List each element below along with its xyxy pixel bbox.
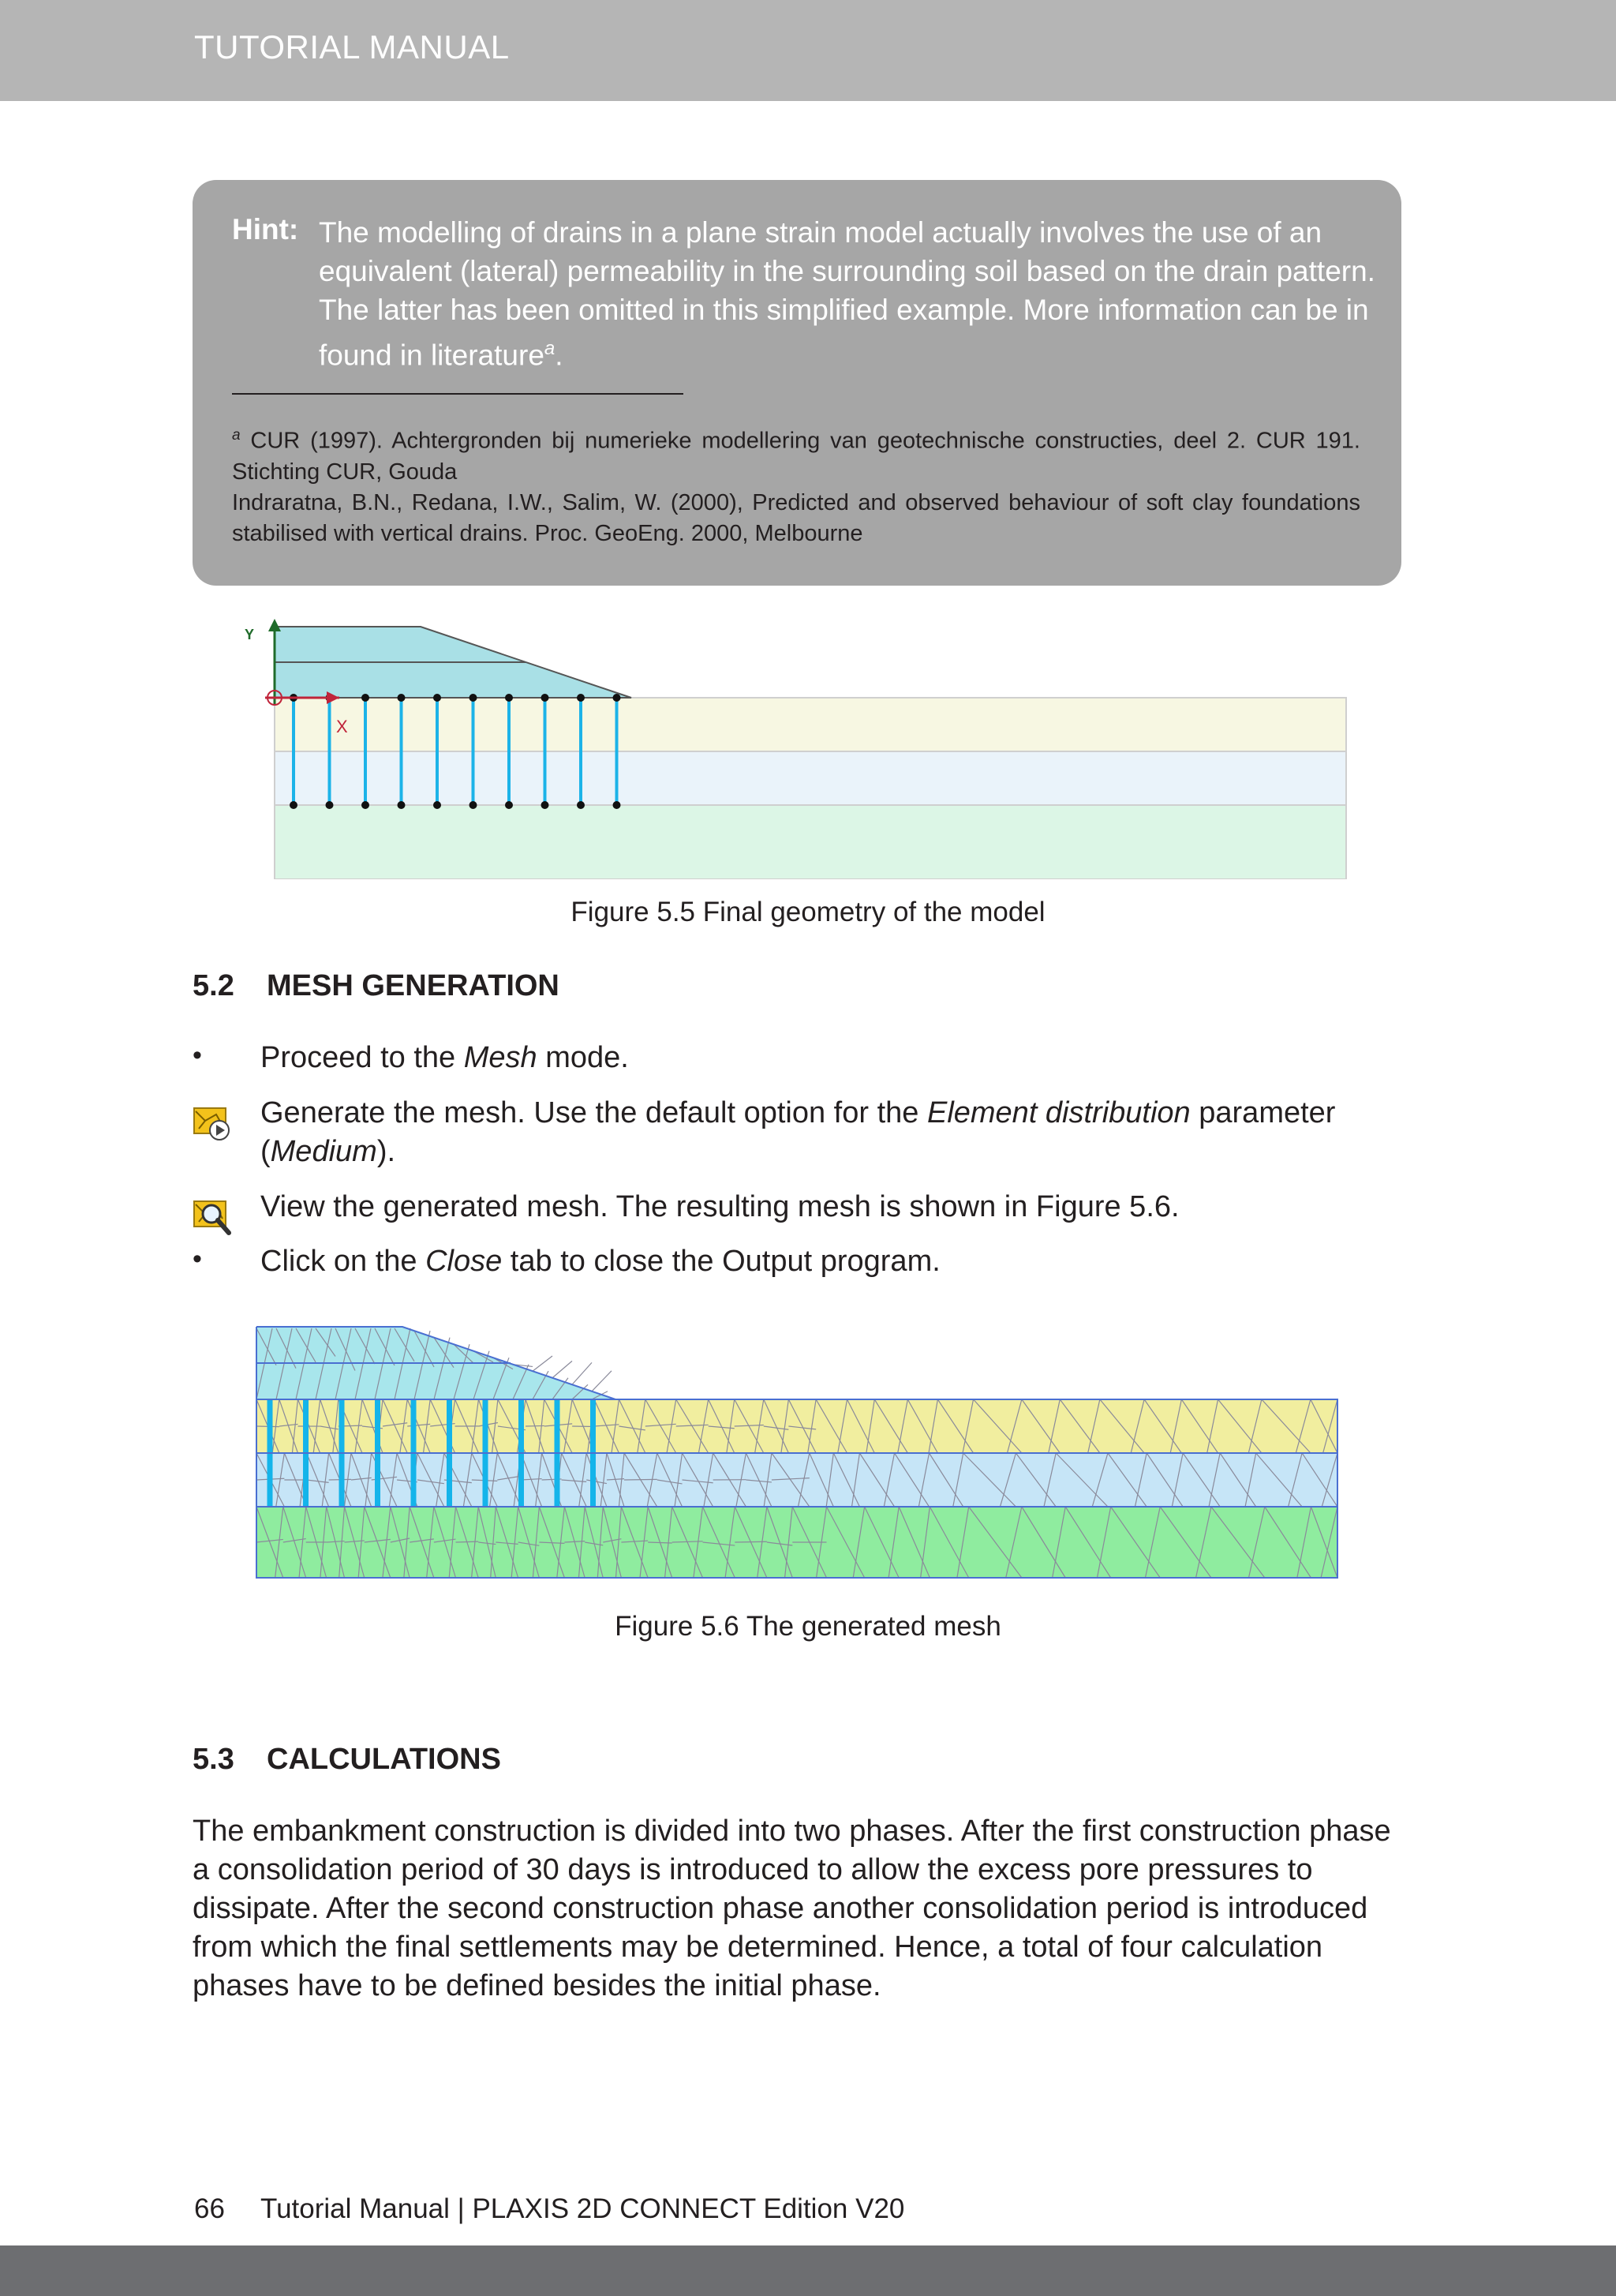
- figure-5-6-caption: Figure 5.6 The generated mesh: [615, 1611, 1001, 1642]
- page-number: 66: [194, 2193, 225, 2224]
- footnote-rule: [232, 393, 683, 395]
- calculations-paragraph: The embankment construction is divided into two phases. After the first construction phase a consolidation period of 30 days is introduced to allow the excess pore pressures to dissipate. After the second construction phase another consolidation period is introduced from which the final settlements may be determined. Hence, a total of four calculation phases have to be defined besides the initial phase.: [193, 1815, 1391, 2002]
- drain-node: [469, 694, 477, 702]
- bullet: •: [193, 1040, 202, 1070]
- drain-node: [361, 801, 369, 809]
- header-title: TUTORIAL MANUAL: [194, 28, 510, 66]
- drain-node: [613, 694, 621, 702]
- drain-node: [469, 801, 477, 809]
- soil-layer-1: [275, 698, 1346, 751]
- view-mesh-icon[interactable]: [193, 1198, 234, 1236]
- bottom-bar: [0, 2245, 1616, 2296]
- soil-layer-3: [275, 805, 1346, 879]
- drain-node: [505, 694, 513, 702]
- figure-5-5-caption: Figure 5.5 Final geometry of the model: [570, 897, 1046, 927]
- footnote-marker: a: [232, 427, 241, 444]
- drain-node: [613, 801, 621, 809]
- drain-node: [361, 694, 369, 702]
- drain-node: [505, 801, 513, 809]
- hint-label: Hint:: [232, 213, 299, 245]
- drain-node: [541, 801, 549, 809]
- step-generate-mesh: Generate the mesh. Use the default option for the Element distribution parameter (Medium).: [260, 1096, 1336, 1168]
- hint-note-marker: a: [544, 338, 556, 359]
- drain-node: [577, 801, 585, 809]
- drain-node: [433, 694, 441, 702]
- geometry-figure: [237, 619, 1357, 879]
- drain-node: [398, 801, 406, 809]
- bullet: •: [193, 1244, 202, 1274]
- step-proceed-mesh: Proceed to the Mesh mode.: [260, 1041, 629, 1074]
- hint-footnote: $^a$ CUR (1997). Achtergronden bij numerieke modellering van geotechnische constructies, deel 2. CUR 191. Stichting CUR, Gouda Indraratna, B.N., Redana, I.W., Salim, W. (2000), Predicted and observed behaviour of soft clay foundations stabilised with vertical drains. Proc. GeoEng. 2000, Melbourne: [232, 427, 1360, 546]
- footer-text: Tutorial Manual | PLAXIS 2D CONNECT Edition V20: [260, 2193, 905, 2224]
- step-close-output: Click on the Close tab to close the Output program.: [260, 1245, 941, 1278]
- hint-box: [193, 180, 1401, 586]
- x-axis-label: X: [336, 717, 348, 736]
- header-bar: [0, 0, 1616, 101]
- drain-node: [398, 694, 406, 702]
- drain-node: [290, 801, 297, 809]
- step-view-mesh: View the generated mesh. The resulting mesh is shown in Figure 5.6.: [260, 1190, 1180, 1223]
- section-5-3-heading: 5.3 CALCULATIONS: [193, 1743, 501, 1776]
- drain-node: [541, 694, 549, 702]
- drain-node: [577, 694, 585, 702]
- drain-node: [433, 801, 441, 809]
- mesh-figure: [252, 1324, 1341, 1585]
- hint-text: The modelling of drains in a plane strain model actually involves the use of an equivalent (lateral) permeability in the surrounding soil based on the drain pattern. The latter has been omitted in this simplified example. More information can be in found in literature$^a$.: [319, 216, 1375, 372]
- y-axis-label: Y: [245, 627, 255, 642]
- generate-mesh-icon[interactable]: [193, 1105, 234, 1143]
- section-5-2-heading: 5.2 MESH GENERATION: [193, 969, 559, 1002]
- page-footer: [194, 2193, 904, 2225]
- soil-layer-2: [275, 751, 1346, 805]
- drain-node: [326, 801, 334, 809]
- y-axis-arrow: [268, 619, 281, 631]
